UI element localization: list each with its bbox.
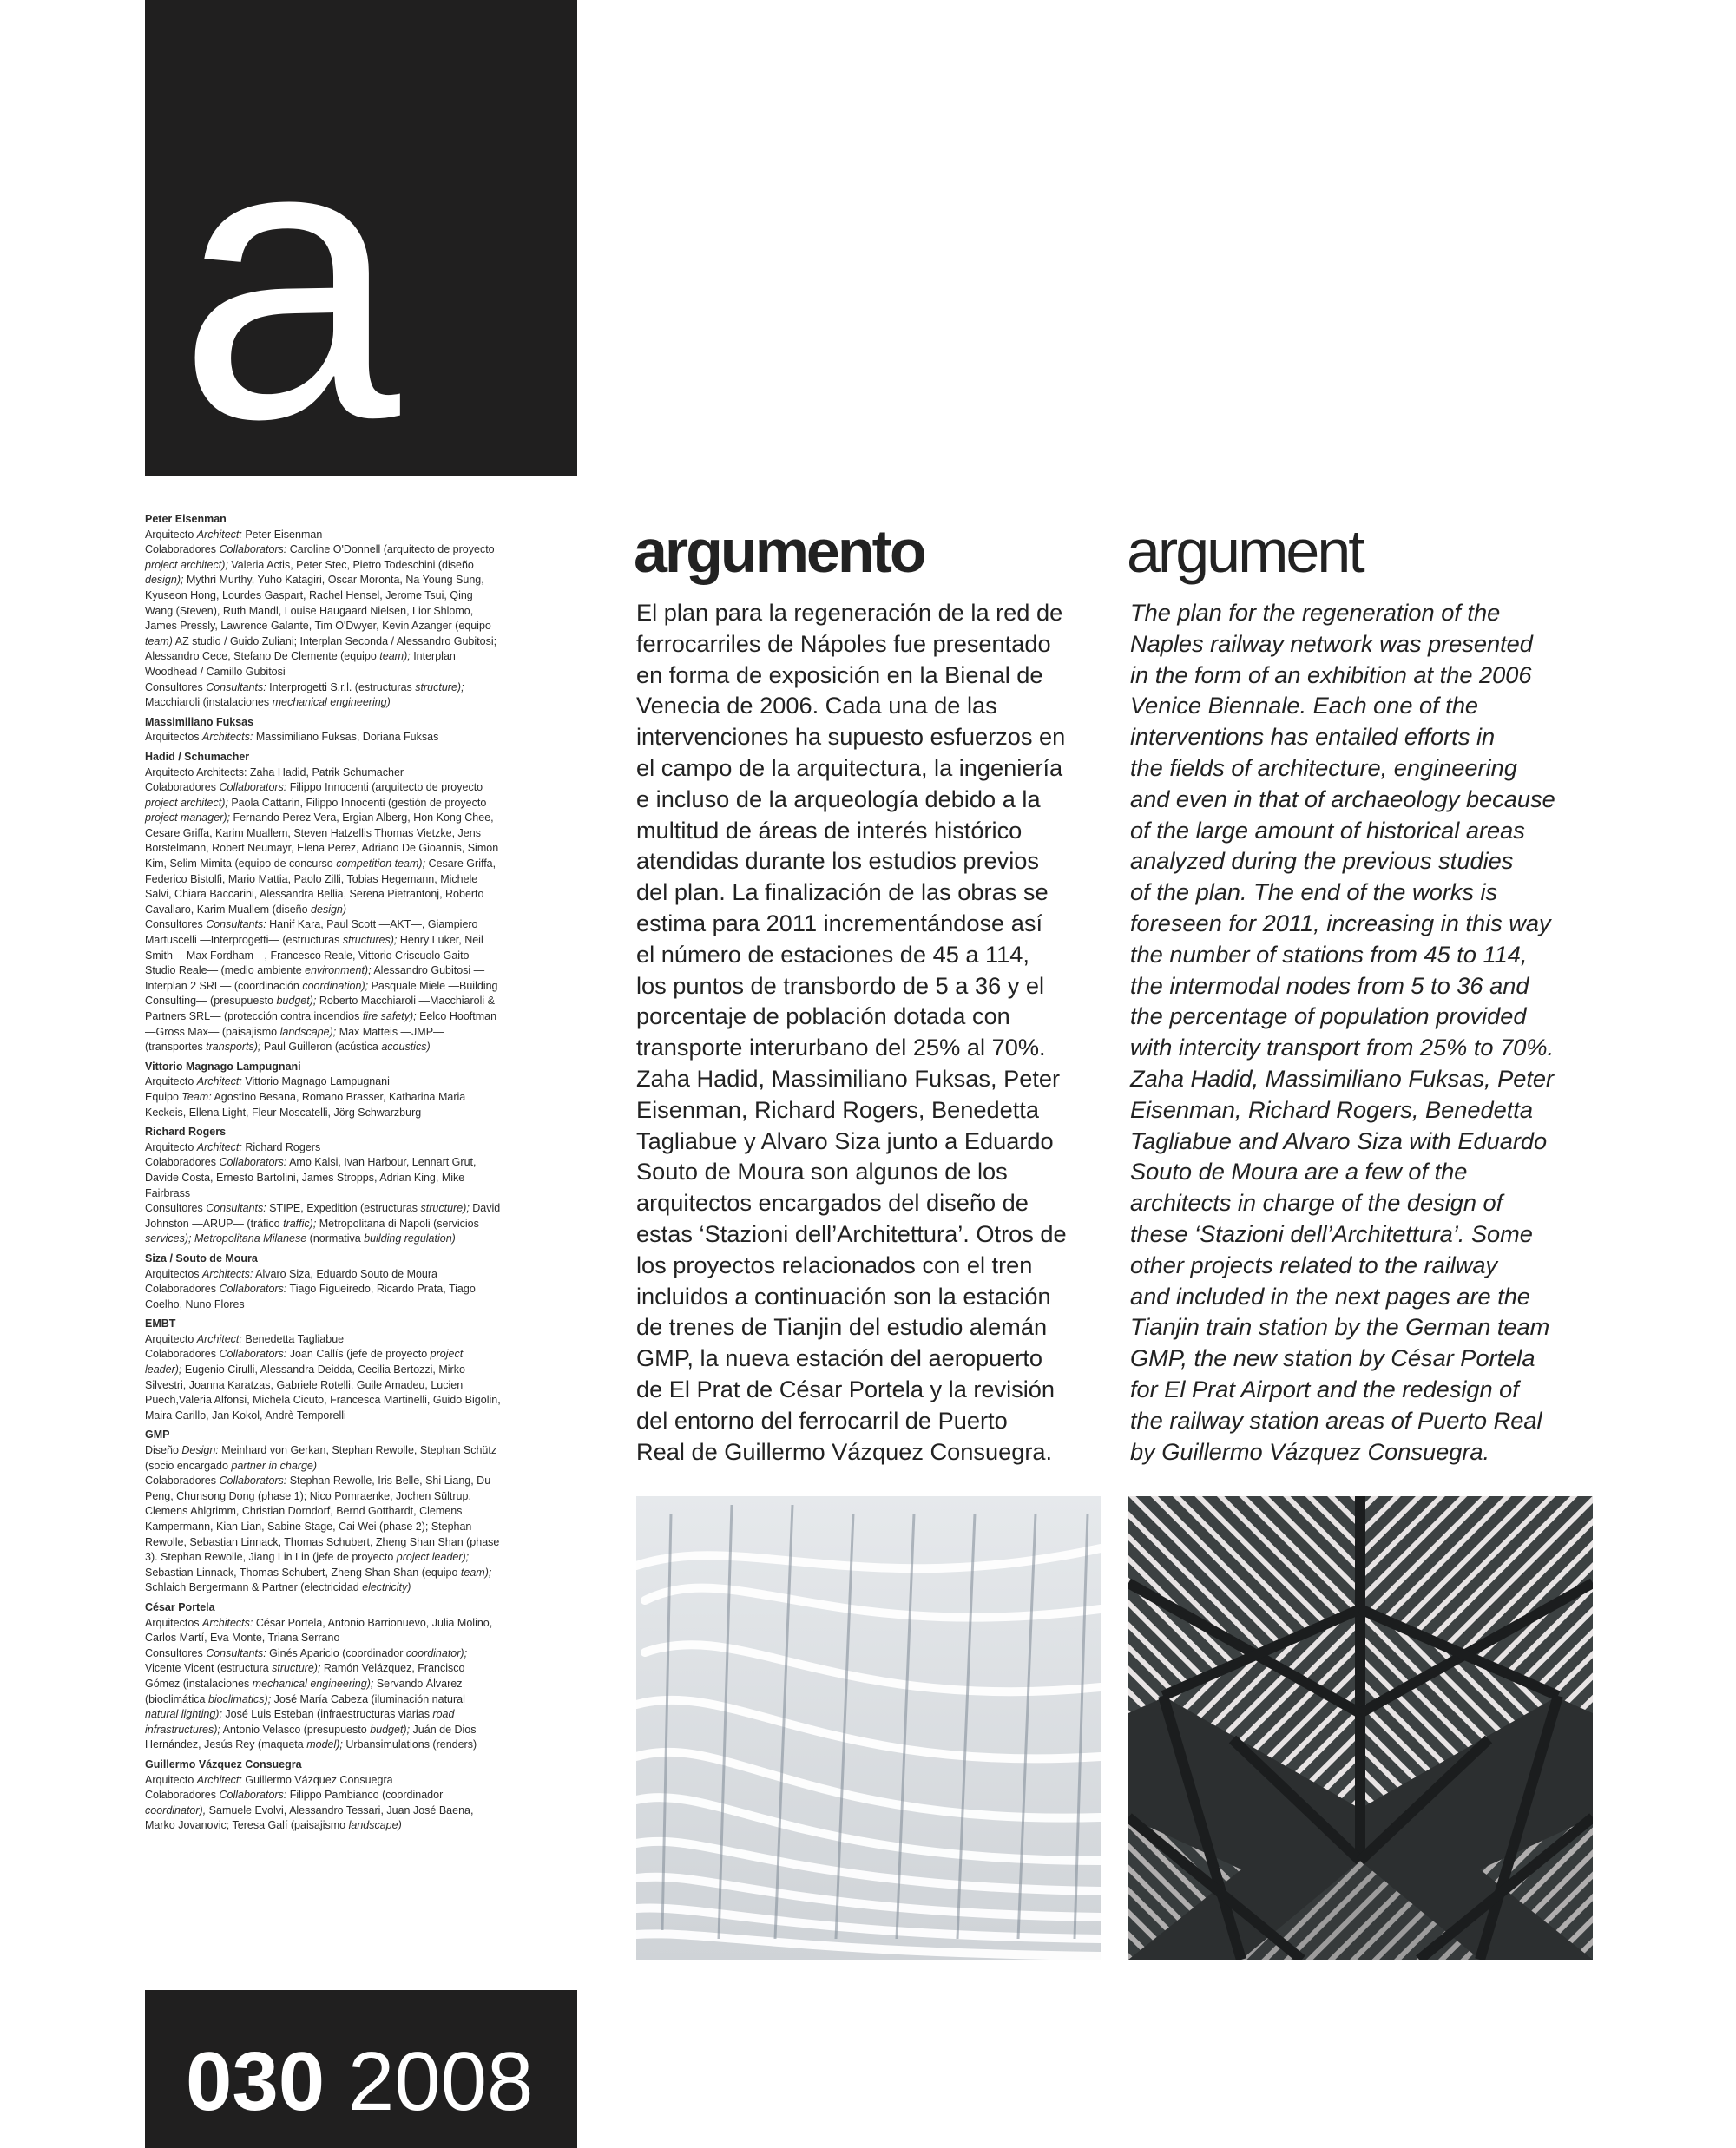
credit-text: Colaboradores	[145, 1348, 220, 1361]
credit-role-en: project leader);	[396, 1551, 470, 1564]
body-line-en: Naples railway network was presented	[1130, 629, 1533, 657]
body-line-en: these ‘Stazioni dell’Architettura’. Some	[1130, 1219, 1533, 1247]
credit-block	[145, 1251, 501, 1312]
credit-line	[145, 542, 501, 680]
credit-text: Arquitecto	[145, 1075, 197, 1088]
credit-role-en: partner in charge)	[231, 1459, 318, 1472]
credit-text: Caroline O'Donnell (arquitecto de proyecto	[286, 543, 495, 556]
credit-text: César Portela, Antonio Barrionuevo, Julia Molino, Carlos Martí, Eva Monte, Triana Serrano	[145, 1616, 493, 1645]
credit-line	[145, 1074, 501, 1090]
body-line-es: Zaha Hadid, Massimiliano Fuksas, Peter	[636, 1064, 1061, 1092]
credit-text: Meinhard von Gerkan, Stephan Rewolle, Stephan Schütz (socio encargado	[145, 1444, 497, 1472]
body-line-es: los puntos de transbordo de 5 a 36 y el	[636, 971, 1045, 999]
credit-text: Max Matteis —JMP— (transportes	[145, 1025, 444, 1054]
credit-text: Interprogetti S.r.l. (estructuras	[266, 680, 416, 693]
credit-role-en: Architect:	[196, 1332, 242, 1345]
credit-text: Urbansimulations (renders)	[342, 1738, 477, 1751]
credit-line	[145, 1646, 501, 1753]
credit-block	[145, 1757, 501, 1834]
credit-text: Arquitecto	[145, 1332, 197, 1345]
credit-text: Consultores	[145, 680, 207, 693]
credit-line	[145, 1788, 501, 1834]
credit-role-en: budget);	[276, 995, 317, 1008]
credit-line	[145, 765, 501, 781]
credit-text: Ramón Velázquez, Francisco Gómez (instalaciones	[145, 1662, 465, 1690]
credit-line	[145, 1347, 501, 1423]
credit-role-en: team)	[145, 634, 173, 647]
credit-line	[145, 1267, 501, 1283]
credit-title: Guillermo Vázquez Consuegra	[145, 1757, 302, 1770]
body-line-es: Tagliabue y Alvaro Siza junto a Eduardo	[636, 1127, 1054, 1154]
credit-text: Pasquale Miele —Building Consulting— (presupuesto	[145, 979, 498, 1008]
body-line-es: estas ‘Stazioni dell’Architettura’. Otros de	[636, 1219, 1067, 1247]
credit-text: Antonio Velasco (presupuesto	[220, 1723, 371, 1736]
credit-text: Roberto Macchiaroli —Macchiaroli & Partners SRL— (protección contra incendios	[145, 995, 495, 1022]
credit-text: Henry Luker, Neil Smith —Max Fordham—, Francesco Reale, Vittorio Criscuolo Gaito —Studio Reale— (medio ambiente	[145, 934, 483, 977]
credit-role-en: Collaborators:	[219, 1348, 287, 1361]
credit-block	[145, 1060, 501, 1120]
body-line-en: other projects related to the railway	[1130, 1251, 1498, 1278]
body-line-es: Venecia de 2006. Cada una de las	[636, 692, 997, 719]
credit-text: Macchiaroli (instalaciones	[145, 696, 273, 709]
logo-letter: a	[178, 56, 395, 476]
credit-role-en: structure);	[420, 1202, 470, 1215]
credit-role-en: design)	[311, 903, 347, 916]
credit-text: Arquitectos	[145, 1267, 203, 1280]
body-line-es: del entorno del ferrocarril de Puerto	[636, 1406, 1008, 1434]
body-line-en: interventions has entailed efforts in	[1130, 723, 1496, 751]
body-line-es: GMP, la nueva estación del aeropuerto	[636, 1344, 1043, 1372]
body-line-en: foreseen for 2011, increasing in this way	[1130, 909, 1551, 936]
credit-text: Eelco Hooftman —Gross Max— (paisajismo	[145, 1010, 497, 1038]
credit-role-en: structures);	[342, 934, 398, 947]
credit-line	[145, 1140, 501, 1156]
body-line-es: de trenes de Tianjin del estudio alemán	[636, 1313, 1048, 1341]
credit-role-en: Architects:	[202, 1616, 253, 1629]
credit-text: Consultores	[145, 918, 207, 931]
credit-role-en: services); Metropolitana Milanese	[145, 1232, 307, 1245]
credit-role-en: Consultants:	[206, 1202, 266, 1215]
credit-block	[145, 1125, 501, 1247]
credit-text: José Luis Esteban (infraestructuras viarias	[221, 1708, 433, 1721]
body-line-en: The plan for the regeneration of the	[1130, 599, 1501, 626]
credit-role-en: Architect:	[196, 1075, 242, 1088]
credit-role-en: Consultants:	[206, 680, 266, 693]
body-line-es: arquitectos encargados del diseño de	[636, 1189, 1029, 1217]
credit-line	[145, 1773, 501, 1789]
credit-line	[145, 1474, 501, 1596]
body-line-en: architects in charge of the design of	[1130, 1189, 1503, 1217]
credit-text: (normativa	[306, 1232, 365, 1245]
body-line-en: the number of stations from 45 to 114,	[1130, 940, 1528, 968]
credit-text: Equipo	[145, 1090, 182, 1103]
body-line-en: in the form of an exhibition at the 2006	[1130, 660, 1532, 688]
body-line-es: transporte interurbano del 25% al 70%.	[636, 1034, 1046, 1061]
body-line-es: los proyectos relacionados con el tren	[636, 1251, 1033, 1278]
credit-role-en: Architect:	[196, 1773, 242, 1786]
credit-text: AZ studio / Guido Zuliani; Interplan Seconda / Alessandro Gubitosi; Alessandro Cece, Stefano De Clemente (equipo	[145, 634, 497, 663]
credit-role-en: project leader);	[145, 1348, 464, 1376]
credit-text: Guillermo Vázquez Consuegra	[241, 1773, 393, 1786]
body-line-en: analyzed during the previous studies	[1130, 847, 1514, 875]
credit-role-en: team);	[460, 1566, 492, 1579]
credit-block	[145, 1600, 501, 1753]
body-line-en: for El Prat Airport and the redesign of	[1130, 1375, 1519, 1402]
credit-line	[145, 528, 501, 543]
body-line-es: porcentaje de población dotada con	[636, 1002, 1010, 1030]
credit-text: Vittorio Magnago Lampugnani	[241, 1075, 390, 1088]
credit-role-en: Collaborators:	[219, 1156, 287, 1169]
credit-title: César Portela	[145, 1600, 215, 1613]
issue-year: 2008	[347, 2035, 534, 2128]
credit-text: Colaboradores	[145, 781, 220, 794]
credit-text: Arquitecto	[145, 1773, 197, 1786]
body-line-en: Eisenman, Richard Rogers, Benedetta	[1130, 1095, 1533, 1123]
credit-line	[145, 1616, 501, 1646]
credit-role-en: Architects:	[202, 731, 253, 744]
body-line-en: by Guillermo Vázquez Consuegra.	[1130, 1437, 1490, 1465]
credit-role-en: traffic);	[283, 1217, 317, 1230]
body-line-es: e incluso de la arqueología debido a la	[636, 785, 1041, 812]
credit-role-en: model);	[306, 1738, 343, 1751]
credit-title: Siza / Souto de Moura	[145, 1251, 258, 1264]
credit-text: Hanif Kara, Paul Scott —AKT—, Giampiero Martuscelli —Interprogetti— (estructuras	[145, 918, 478, 947]
credit-role-en: structure);	[415, 680, 464, 693]
credit-block	[145, 1428, 501, 1596]
credit-text: Cesare Griffa, Federico Bistolfi, Mario Mattia, Paolo Zilli, Tobias Hegemann, Michele Salvi, Chiara Baccarini, Alessandra Bellia, Serena Pietrantonj, Roberto Cavallaro, Karim Muallem (diseño	[145, 857, 496, 916]
body-line-es: El plan para la regeneración de la red de	[636, 599, 1063, 626]
credit-title: Massimiliano Fuksas	[145, 715, 254, 728]
credit-text: Mythri Murthy, Yuho Katagiri, Oscar Moronta, Na Young Sung, Kyuseon Hong, Lourdes Gaspart, Rachel Hensel, Jerome Tsui, Qing Wang (Steven), Ruth Mandl, Louise Haugaard Nielsen, Lior Shlomo, James Pressly, Lawrence Galante, Tim O'Dwyer, Kevin Azanger (equipo	[145, 574, 491, 633]
credit-role-en: acoustics)	[381, 1041, 431, 1054]
credit-role-en: design);	[145, 574, 184, 587]
credit-role-en: coordinator);	[405, 1646, 468, 1659]
credit-role-en: coordination);	[302, 979, 369, 992]
credit-line	[145, 917, 501, 1054]
body-line-en: Tianjin train station by the German team	[1130, 1313, 1550, 1341]
credit-role-en: building regulation)	[364, 1232, 456, 1245]
credit-block	[145, 1317, 501, 1423]
credit-text: Interplan Woodhead / Camillo Gubitosi	[145, 650, 456, 678]
body-line-en: the percentage of population provided	[1130, 1002, 1527, 1030]
credit-role-en: bioclimatics);	[207, 1692, 272, 1705]
credit-role-en: transports);	[206, 1041, 261, 1054]
credit-role-en: Consultants:	[206, 918, 266, 931]
logo-block	[145, 0, 577, 476]
credit-text: Joan Callís (jefe de proyecto	[286, 1348, 431, 1361]
credit-title: Richard Rogers	[145, 1126, 227, 1139]
photo-white-canopy-image	[636, 1496, 1101, 1960]
credit-text: Valeria Actis, Peter Stec, Pietro Todeschini (diseño	[227, 558, 474, 571]
credit-line	[145, 730, 501, 746]
credit-role-en: Collaborators:	[219, 781, 287, 794]
credit-role-en: project architect);	[145, 558, 228, 571]
credit-line	[145, 680, 501, 711]
body-line-en: of the large amount of historical areas	[1130, 816, 1525, 844]
credit-text: Diseño	[145, 1444, 182, 1457]
credit-line	[145, 1282, 501, 1312]
body-line-es: multitud de áreas de interés histórico	[636, 816, 1023, 844]
credit-text: Metropolitana di Napoli (servicios	[316, 1217, 479, 1230]
credit-text: Samuele Evolvi, Alessandro Tessari, Juan José Baena, Marko Jovanovic; Teresa Galí (paisajismo	[145, 1803, 474, 1832]
credit-text: Colaboradores	[145, 1156, 220, 1169]
body-line-en: and included in the next pages are the	[1130, 1282, 1531, 1310]
credit-role-en: landscape);	[279, 1025, 337, 1038]
credit-title: Peter Eisenman	[145, 513, 227, 525]
credit-role-en: budget);	[370, 1723, 411, 1736]
credit-text: Eugenio Cirulli, Alessandra Deidda, Cecilia Bertozzi, Mirko Silvestri, Joanna Karatzas, Gabriele Rotelli, Guile Amadeu, Lucien Puech,Valeria Alfonsi, Michela Cicuto, Francesca Martinelli, Guido Bigolin, Maira Carillo, Jan Kokol, Andrè Temporelli	[145, 1363, 501, 1422]
body-line-en: the intermodal nodes from 5 to 36 and	[1130, 971, 1529, 999]
body-line-es: atendidas durante los estudios previos	[636, 847, 1039, 875]
credit-block	[145, 715, 501, 746]
credit-text: Peter Eisenman	[241, 528, 323, 541]
credit-text: Richard Rogers	[241, 1140, 321, 1153]
credit-line	[145, 1155, 501, 1201]
credit-text: Colaboradores	[145, 543, 220, 556]
credit-text: David Johnston —ARUP— (tráfico	[145, 1202, 501, 1230]
body-line-es: intervenciones ha supuesto esfuerzos en	[636, 723, 1066, 751]
issue-number: 030	[186, 2035, 326, 2128]
credit-line	[145, 1201, 501, 1247]
credit-role-en: structure);	[272, 1662, 321, 1675]
credit-role-en: Collaborators:	[219, 1283, 287, 1296]
credit-title: Vittorio Magnago Lampugnani	[145, 1060, 301, 1073]
body-line-es: el campo de la arquitectura, la ingeniería	[636, 753, 1063, 781]
body-line-en: Souto de Moura are a few of the	[1130, 1158, 1468, 1186]
credit-text: Sebastian Linnack, Thomas Schubert, Zheng Shan Shan (equipo	[145, 1566, 461, 1579]
photo-dark-lattice	[1128, 1496, 1593, 1960]
photo-white-canopy	[636, 1496, 1101, 1960]
credit-title: EMBT	[145, 1317, 176, 1330]
credit-role-en: mechanical engineering)	[272, 696, 391, 709]
credit-text: Ginés Aparicio (coordinador	[266, 1646, 406, 1659]
credit-text: Colaboradores	[145, 1789, 220, 1802]
credit-line	[145, 1332, 501, 1348]
credit-role-en: Architect:	[196, 528, 242, 541]
credit-role-en: Collaborators:	[219, 543, 287, 556]
body-line-es: Souto de Moura son algunos de los	[636, 1158, 1008, 1186]
credit-block	[145, 512, 501, 711]
credit-role-en: Collaborators:	[219, 1789, 287, 1802]
credit-text: Schlaich Bergermann & Partner (electricidad	[145, 1581, 363, 1594]
credit-role-en: landscape)	[348, 1819, 402, 1832]
credit-role-en: Architect:	[196, 1140, 242, 1153]
photo-dark-lattice-image	[1128, 1496, 1593, 1960]
credit-text: Alvaro Siza, Eduardo Souto de Moura	[253, 1267, 438, 1280]
credit-block	[145, 750, 501, 1055]
credit-text: Filippo Innocenti (arquitecto de proyecto	[286, 781, 483, 794]
credit-text: Consultores	[145, 1202, 207, 1215]
issue-footer	[145, 1990, 577, 2148]
credit-text: Tiago Figueiredo, Ricardo Prata, Tiago Coelho, Nuno Flores	[145, 1283, 476, 1310]
credit-role-en: environment);	[305, 964, 372, 977]
credit-title: Hadid / Schumacher	[145, 750, 250, 763]
credit-text: Filippo Pambianco (coordinador	[286, 1789, 444, 1802]
body-line-es: del plan. La finalización de las obras se	[636, 878, 1049, 906]
credit-text: Massimiliano Fuksas, Doriana Fuksas	[253, 731, 439, 744]
body-line-en: GMP, the new station by César Portela	[1130, 1344, 1535, 1372]
credit-text: Juán de Dios Hernández, Jesús Rey (maqueta	[145, 1723, 477, 1751]
credit-role-en: fire safety);	[362, 1010, 417, 1022]
credit-role-en: project manager);	[145, 811, 230, 824]
body-english	[1130, 597, 1581, 1467]
credit-text: Stephan Rewolle, Iris Belle, Shi Liang, Du Peng, Chunsong Dong (phase 1); Nico Pomraenke, Jochen Sültrup, Clemens Ahlgrimm, Christian Dorndorf, Bernd Gotthardt, Clemens Kampermann, Kian Lian, Sabine Stage, Cai Wei (phase 2); Stephan Rewolle, Sebastian Linnack, Thomas Schubert, Zheng Shan Shan (phase 3). Stephan Rewolle, Jiang Lin Lin (jefe de proyecto	[145, 1475, 500, 1564]
credit-role-en: project architect);	[145, 796, 228, 809]
body-line-es: Real de Guillermo Vázquez Consuegra.	[636, 1437, 1053, 1465]
body-line-es: de El Prat de César Portela y la revisión	[636, 1375, 1055, 1402]
credit-text: Colaboradores	[145, 1283, 220, 1296]
credit-role-en: Collaborators:	[219, 1475, 287, 1488]
credit-text: Colaboradores	[145, 1475, 220, 1488]
body-line-en: with intercity transport from 25% to 70%.	[1130, 1034, 1555, 1061]
credit-text: Paul Guilleron (acústica	[260, 1041, 382, 1054]
body-line-en: of the plan. The end of the works is	[1130, 878, 1498, 906]
body-line-en: Tagliabue and Alvaro Siza with Eduardo	[1130, 1127, 1548, 1154]
credit-text: Amo Kalsi, Ivan Harbour, Lennart Grut, Davide Costa, Ernesto Bartolini, James Stropps, Adrian King, Mike Fairbrass	[145, 1156, 477, 1199]
body-line-es: en forma de exposición en la Bienal de	[636, 660, 1043, 688]
credit-text: José María Cabeza (iluminación natural	[271, 1692, 465, 1705]
credit-role-en: natural lighting);	[145, 1708, 222, 1721]
credit-text: Consultores	[145, 1646, 207, 1659]
credit-text: Arquitecto Architects: Zaha Hadid, Patrik Schumacher	[145, 765, 404, 778]
project-credits	[145, 512, 501, 1838]
credit-role-en: Team:	[181, 1090, 212, 1103]
credit-role-en: mechanical engineering);	[252, 1677, 374, 1690]
credit-text: Arquitecto	[145, 1140, 197, 1153]
credit-text: Vicente Vicent (estructura	[145, 1662, 273, 1675]
credit-role-en: road infrastructures);	[145, 1708, 455, 1736]
body-line-es: estima para 2011 incrementándose así	[636, 909, 1043, 936]
credit-text: Fernando Perez Vera, Ergian Alberg, Hon Kong Chee, Cesare Griffa, Karim Muallem, Steven Hatzellis Thomas Vietzke, Jens Borstelmann, Robert Neumayr, Elena Perez, Adriano De Gioannis, Simon Kim, Selim Mimita (equipo de concurso	[145, 811, 499, 870]
credit-title: GMP	[145, 1429, 170, 1442]
body-line-en: Venice Biennale. Each one of the	[1130, 692, 1479, 719]
body-line-es: ferrocarriles de Nápoles fue presentado	[636, 629, 1051, 657]
credit-role-en: coordinator),	[145, 1803, 207, 1816]
credit-text: Arquitecto	[145, 528, 197, 541]
body-line-en: Zaha Hadid, Massimiliano Fuksas, Peter	[1130, 1064, 1555, 1092]
credit-role-en: team);	[379, 650, 411, 663]
credit-line	[145, 1090, 501, 1120]
credit-text: Servando Álvarez (bioclimática	[145, 1677, 463, 1705]
credit-role-en: electricity)	[362, 1581, 411, 1594]
body-spanish	[636, 597, 1088, 1467]
heading-spanish: argumento	[634, 517, 924, 585]
body-line-es: incluidos a continuación son la estación	[636, 1282, 1051, 1310]
body-line-en: the fields of architecture, engineering	[1130, 753, 1517, 781]
credit-text: Alessandro Gubitosi —Interplan 2 SRL— (coordinación	[145, 964, 485, 992]
credit-line	[145, 780, 501, 917]
body-line-en: the railway station areas of Puerto Real	[1130, 1406, 1542, 1434]
heading-english: argument	[1127, 517, 1363, 585]
credit-role-en: competition team);	[336, 857, 426, 870]
credit-text: Arquitectos	[145, 731, 203, 744]
credit-role-en: Consultants:	[206, 1646, 266, 1659]
credit-text: Agostino Besana, Romano Brasser, Katharina Maria Keckeis, Ellena Light, Fleur Moscatelli, Jörg Schwarzburg	[145, 1090, 466, 1119]
credit-role-en: Architects:	[202, 1267, 253, 1280]
body-line-es: Eisenman, Richard Rogers, Benedetta	[636, 1095, 1039, 1123]
credit-text: Arquitectos	[145, 1616, 203, 1629]
body-line-es: el número de estaciones de 45 a 114,	[636, 940, 1029, 968]
credit-line	[145, 1443, 501, 1474]
body-line-en: and even in that of archaeology because	[1130, 785, 1555, 812]
credit-role-en: Design:	[181, 1444, 219, 1457]
credit-text: Paola Cattarin, Filippo Innocenti (gestión de proyecto	[227, 796, 487, 809]
credit-text: STIPE, Expedition (estructuras	[266, 1202, 421, 1215]
credit-text: Benedetta Tagliabue	[241, 1332, 345, 1345]
